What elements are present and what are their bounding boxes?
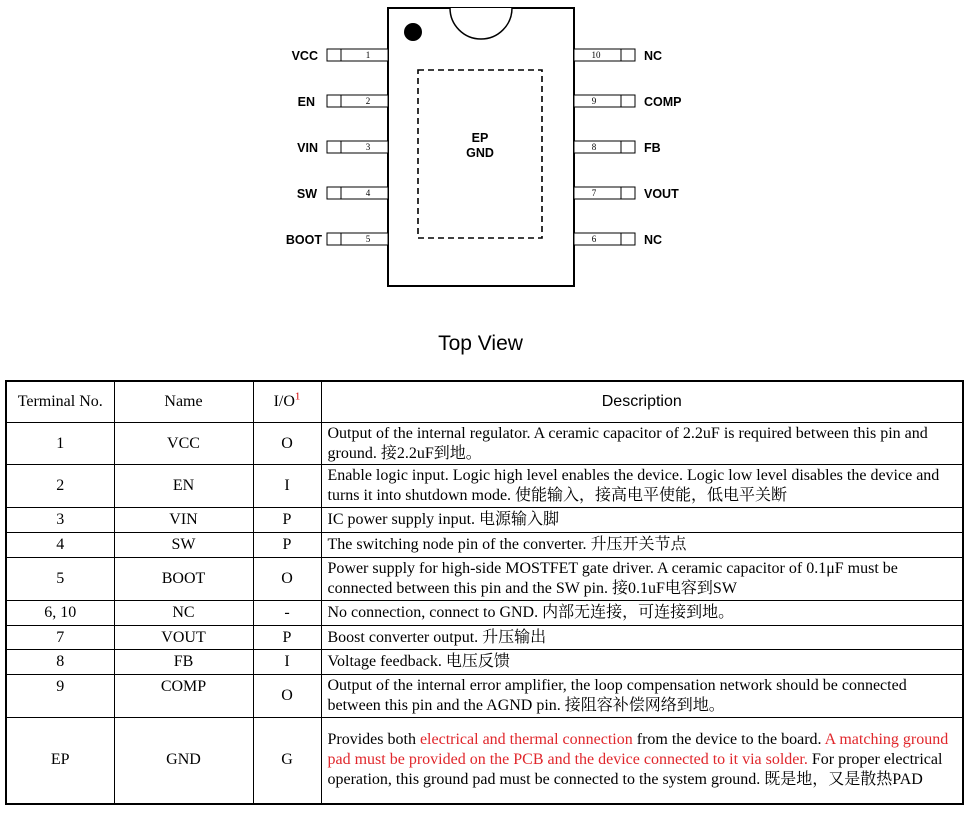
pin-description-table	[5, 380, 964, 805]
cell-io: I	[253, 650, 321, 675]
pin-number-1: 1	[365, 50, 371, 60]
cell-terminal: 6, 10	[6, 601, 114, 626]
cell-name: BOOT	[114, 558, 253, 601]
cell-io: P	[253, 533, 321, 558]
cell-name: GND	[114, 718, 253, 804]
pin1-marker-dot	[404, 23, 422, 41]
cell-description: Boost converter output. 升压输出	[321, 626, 963, 650]
cell-name: VOUT	[114, 626, 253, 650]
pin-label-fb: FB	[644, 141, 661, 155]
cell-terminal: 3	[6, 508, 114, 533]
pin-number-3: 3	[365, 142, 371, 152]
ep-desc-part-3: For proper electrical operation, this ground pad must be connected to the system ground. 既是地，又是散热PAD	[327, 751, 943, 789]
cell-name: NC	[114, 601, 253, 626]
exposed-pad-label	[440, 131, 520, 161]
cell-name: COMP	[114, 675, 253, 718]
pin-number-2: 2	[365, 96, 371, 106]
table-row	[6, 508, 963, 533]
cell-description: Output of the internal regulator. A ceramic capacitor of 2.2uF is required between this pin and ground. 接2.2uF到地。	[321, 423, 963, 465]
right-pin-leads	[574, 49, 635, 245]
left-pin-leads	[327, 49, 388, 245]
table-row	[6, 423, 963, 465]
pin-label-vcc: VCC	[291, 49, 318, 63]
cell-terminal: 4	[6, 533, 114, 558]
table-row	[6, 533, 963, 558]
pin-label-nc-6: NC	[644, 233, 663, 247]
header-io-label: I/O	[273, 393, 295, 410]
cell-io: O	[253, 558, 321, 601]
pin-label-nc-10: NC	[644, 49, 663, 63]
table-row	[6, 465, 963, 508]
pin-number-7: 7	[591, 188, 597, 198]
pin-number-6: 6	[591, 234, 597, 244]
header-terminal-no: Terminal No.	[6, 381, 114, 423]
table-row	[6, 675, 963, 718]
pin-label-vout: VOUT	[644, 187, 679, 201]
table-header-row	[6, 381, 963, 423]
cell-terminal: 7	[6, 626, 114, 650]
cell-io: P	[253, 508, 321, 533]
ep-label-line1: EP	[471, 131, 489, 145]
header-io	[253, 381, 321, 423]
cell-description: No connection, connect to GND. 内部无连接，可连接到地。	[321, 601, 963, 626]
ep-desc-part-1: Provides both	[327, 731, 420, 749]
cell-io: P	[253, 626, 321, 650]
cell-description: Output of the internal error amplifier, the loop compensation network should be connected between this pin and the AGND pin. 接阻容补偿网络到地。	[321, 675, 963, 718]
pin-label-vin: VIN	[297, 141, 318, 155]
diagram-caption: Top View	[438, 332, 523, 355]
pin-label-comp: COMP	[644, 95, 682, 109]
header-io-footnote: 1	[294, 390, 301, 403]
cell-io: -	[253, 601, 321, 626]
ep-desc-part-2: from the device to the board.	[632, 731, 825, 749]
cell-description: Power supply for high-side MOSTFET gate driver. A ceramic capacitor of 0.1μF must be connected between this pin and the SW pin. 接0.1uF电容到SW	[321, 558, 963, 601]
table-row	[6, 558, 963, 601]
pin-number-8: 8	[591, 142, 597, 152]
cell-io: G	[253, 718, 321, 804]
header-description: Description	[321, 381, 963, 423]
cell-terminal: 5	[6, 558, 114, 601]
pin-label-en: EN	[297, 95, 315, 109]
pin-number-10: 10	[591, 50, 601, 60]
cell-terminal: EP	[6, 718, 114, 804]
cell-terminal: 8	[6, 650, 114, 675]
cell-name: EN	[114, 465, 253, 508]
table-row-ep	[6, 718, 963, 804]
pin-label-boot: BOOT	[285, 233, 322, 247]
cell-io: I	[253, 465, 321, 508]
ep-desc-highlight-2: A matching ground pad must be provided on the PCB and the device connected to it via solder.	[327, 731, 949, 769]
pin-label-sw: SW	[296, 187, 317, 201]
cell-description: IC power supply input. 电源输入脚	[321, 508, 963, 533]
cell-terminal: 9	[6, 675, 114, 718]
ep-desc-highlight-1: electrical and thermal connection	[419, 731, 633, 749]
cell-name: VIN	[114, 508, 253, 533]
cell-io: O	[253, 675, 321, 718]
cell-description: The switching node pin of the converter. 升压开关节点	[321, 533, 963, 558]
pin-number-5: 5	[365, 234, 371, 244]
table-row	[6, 626, 963, 650]
cell-description	[321, 718, 963, 804]
table-row	[6, 601, 963, 626]
cell-terminal: 2	[6, 465, 114, 508]
cell-name: FB	[114, 650, 253, 675]
ep-label-line2: GND	[466, 146, 494, 160]
pin-number-9: 9	[591, 96, 597, 106]
pinout-diagram	[0, 0, 967, 300]
cell-name: VCC	[114, 423, 253, 465]
cell-description: Voltage feedback. 电压反馈	[321, 650, 963, 675]
cell-name: SW	[114, 533, 253, 558]
table-row	[6, 650, 963, 675]
header-name: Name	[114, 381, 253, 423]
pin-number-4: 4	[365, 188, 371, 198]
cell-description: Enable logic input. Logic high level enables the device. Logic low level disables the device and turns it into shutdown mode. 使能输入，接高电平使能，低电平关断	[321, 465, 963, 508]
cell-terminal: 1	[6, 423, 114, 465]
cell-io: O	[253, 423, 321, 465]
